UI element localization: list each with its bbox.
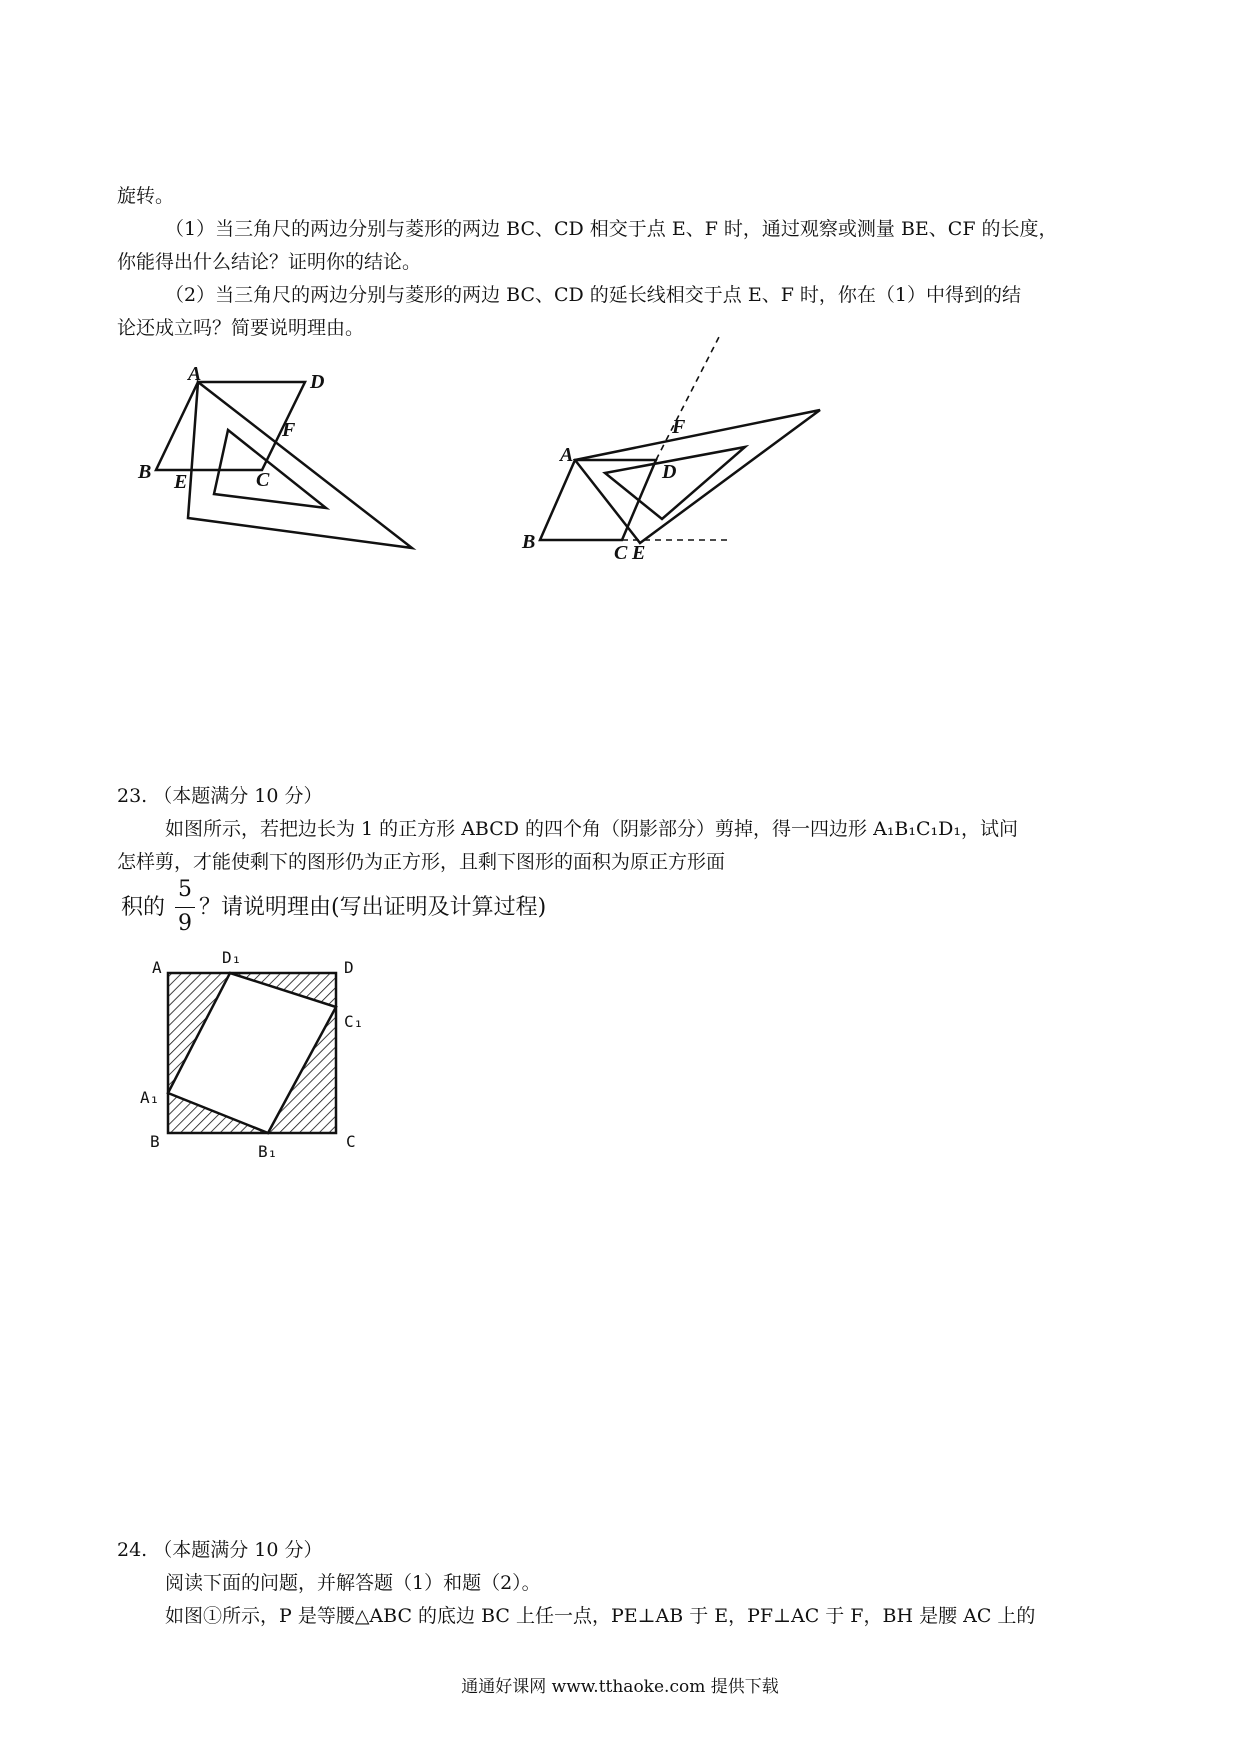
p23-line3-post: ？请说明理由(写出证明及计算过程): [199, 895, 547, 920]
p23-line2: 怎样剪，才能使剩下的图形仍为正方形，且剩下图形的面积为原正方形面: [117, 851, 726, 873]
p23-fraction-numerator: 5: [178, 877, 192, 902]
p24-line1: 阅读下面的问题，并解答题（1）和题（2）。: [165, 1572, 541, 1594]
fig3-label-C: C: [346, 1132, 356, 1151]
p23-fraction-denominator: 9: [178, 911, 192, 936]
fig2-label-D: D: [662, 461, 677, 483]
fig3-label-C1: C₁: [344, 1012, 364, 1031]
fig3-label-B: B: [150, 1132, 160, 1151]
fig1-label-A: A: [188, 363, 202, 385]
fig3-label-A1: A₁: [140, 1088, 160, 1107]
p22-q1-line2: 你能得出什么结论？证明你的结论。: [117, 251, 422, 273]
p23-line1: 如图所示，若把边长为 1 的正方形 ABCD 的四个角（阴影部分）剪掉，得一四边形 A₁B₁C₁D₁，试问: [165, 818, 1019, 840]
fig2-label-B: B: [522, 531, 536, 553]
p22-intro-tail: 旋转。: [117, 185, 175, 207]
fig3-label-B1: B₁: [258, 1142, 278, 1161]
p23-line3-pre: 积的: [121, 895, 166, 920]
p22-q2-line1: （2）当三角尺的两边分别与菱形的两边 BC、CD 的延长线相交于点 E、F 时，你在（1）中得到的结: [165, 284, 1022, 306]
fig3-label-D1: D₁: [222, 948, 242, 967]
p23-figure-square: [140, 945, 364, 1165]
p22-figure-2: [510, 365, 830, 565]
p24-header: 24. （本题满分 10 分）: [117, 1539, 323, 1561]
fig1-label-C: C: [256, 469, 270, 491]
fig1-label-E: E: [174, 471, 188, 493]
fig3-label-D: D: [344, 958, 354, 977]
fig2-label-E: E: [632, 542, 646, 564]
p23-fraction-bar: [175, 907, 195, 908]
fig1-label-F: F: [282, 419, 296, 441]
fig2-label-A: A: [560, 444, 574, 466]
page-footer: 通通好课网 www.tthaoke.com 提供下载: [461, 1677, 779, 1697]
p22-q2-line2: 论还成立吗？简要说明理由。: [117, 317, 365, 339]
fig1-label-D: D: [310, 371, 325, 393]
p22-figure-1: [130, 360, 420, 575]
fig2-label-C: C: [614, 542, 628, 564]
fig3-label-A: A: [152, 958, 162, 977]
p22-q1-line1: （1）当三角尺的两边分别与菱形的两边 BC、CD 相交于点 E、F 时，通过观察或测量 BE、CF 的长度，: [165, 218, 1058, 240]
p23-header: 23. （本题满分 10 分）: [117, 785, 323, 807]
fig2-label-F: F: [672, 416, 686, 438]
p24-line2: 如图①所示，P 是等腰△ABC 的底边 BC 上任一点，PE⊥AB 于 E，PF⊥AC 于 F，BH 是腰 AC 上的: [165, 1605, 1036, 1627]
fig1-label-B: B: [138, 461, 152, 483]
